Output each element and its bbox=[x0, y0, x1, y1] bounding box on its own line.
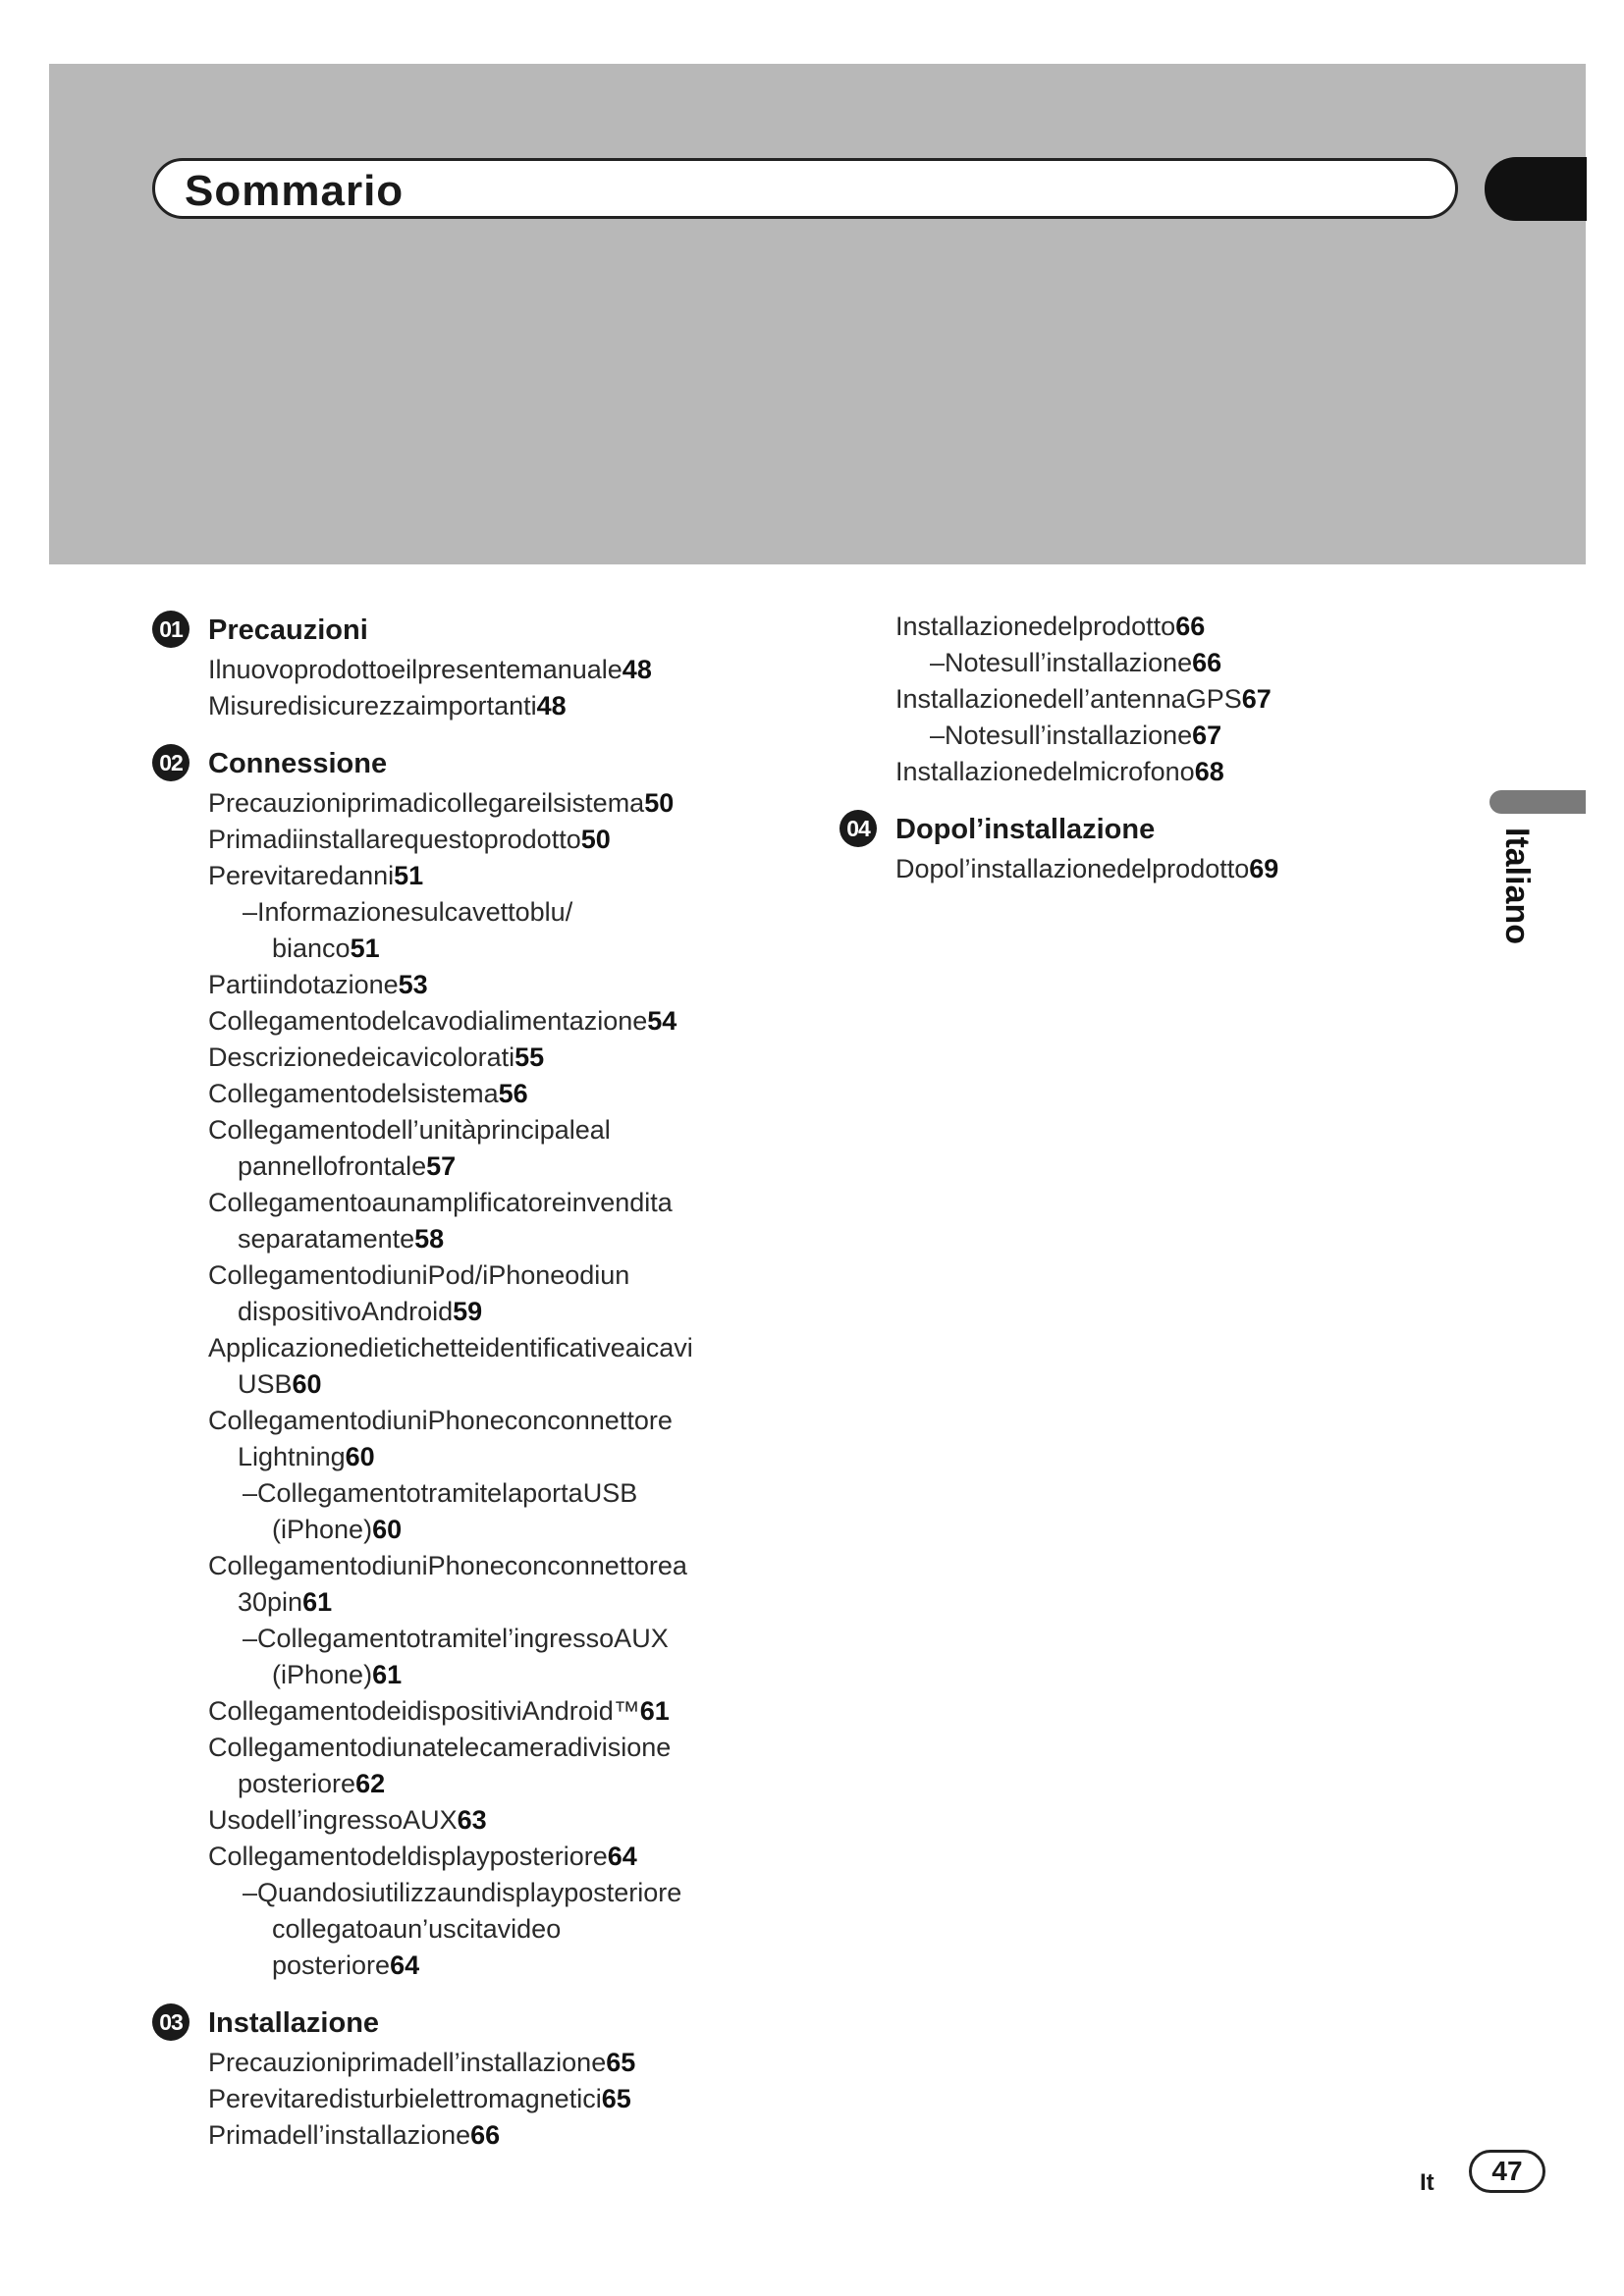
toc-entry[interactable] bbox=[152, 1185, 741, 1257]
entry-text: CollegamentodiuniPhoneconconnettorea bbox=[208, 1551, 687, 1580]
entry-text: –Quandosiutilizzaundisplayposteriore bbox=[243, 1878, 682, 1907]
toc-left-column bbox=[152, 609, 741, 2171]
footer-language-code: It bbox=[1420, 2169, 1435, 2196]
entry-text: Installazionedell’antennaGPS67 bbox=[895, 684, 1272, 714]
entry-text: Misuredisicurezzaimportanti48 bbox=[208, 691, 567, 721]
entry-page-number: 61 bbox=[302, 1587, 333, 1617]
entry-page-number: 55 bbox=[514, 1042, 545, 1072]
entry-page-number: 67 bbox=[1241, 684, 1272, 714]
toc-entry[interactable] bbox=[152, 1802, 741, 1839]
toc-entry[interactable] bbox=[839, 681, 1350, 718]
entry-text: CollegamentodiuniPod/iPhoneodiun bbox=[208, 1260, 630, 1290]
entry-text: (iPhone)60 bbox=[272, 1515, 403, 1544]
toc-section bbox=[152, 742, 741, 1984]
entry-page-number: 51 bbox=[350, 934, 380, 963]
toc-entry[interactable] bbox=[152, 822, 741, 858]
section-title: Precauzioni bbox=[208, 614, 368, 646]
entry-text: Lightning60 bbox=[238, 1442, 375, 1471]
toc-entry[interactable] bbox=[152, 1730, 741, 1802]
entry-text: dispositivoAndroid59 bbox=[238, 1297, 483, 1326]
entry-text: –Notesull’installazione67 bbox=[930, 721, 1222, 750]
toc-entry[interactable] bbox=[152, 858, 741, 894]
entry-text: Precauzioniprimadicollegareilsistema50 bbox=[208, 788, 675, 818]
entry-text: bianco51 bbox=[272, 934, 380, 963]
entry-page-number: 60 bbox=[372, 1515, 403, 1544]
toc-right-column bbox=[839, 609, 1350, 905]
entry-page-number: 66 bbox=[470, 2120, 501, 2150]
entry-text: collegatoaun’uscitavideo bbox=[272, 1914, 562, 1944]
entry-text: Collegamentodelcavodialimentazione54 bbox=[208, 1006, 677, 1036]
entry-text: Collegamentodelsistema56 bbox=[208, 1079, 528, 1108]
entry-text: –Informazionesulcavettoblu/ bbox=[243, 897, 573, 927]
entry-text: CollegamentodeidispositiviAndroid™61 bbox=[208, 1696, 670, 1726]
toc-entry[interactable] bbox=[152, 652, 741, 688]
entry-text: Applicazionedietichetteidentificativeaicavi bbox=[208, 1333, 693, 1362]
entry-text: posteriore62 bbox=[238, 1769, 386, 1798]
toc-entry[interactable] bbox=[152, 688, 741, 724]
toc-entry[interactable] bbox=[152, 2045, 741, 2081]
toc-entry[interactable] bbox=[152, 1257, 741, 1330]
section-number-badge: 02 bbox=[152, 744, 189, 781]
toc-entry[interactable] bbox=[839, 609, 1350, 645]
entry-page-number: 59 bbox=[453, 1297, 483, 1326]
entry-text: Primadiinstallarequestoprodotto50 bbox=[208, 825, 611, 854]
toc-subentry[interactable] bbox=[152, 894, 741, 967]
entry-page-number: 48 bbox=[536, 691, 567, 721]
entry-page-number: 69 bbox=[1249, 854, 1279, 883]
page-title-box bbox=[152, 158, 1458, 219]
entry-text: posteriore64 bbox=[272, 1950, 420, 1980]
entry-page-number: 58 bbox=[414, 1224, 445, 1254]
toc-entry[interactable] bbox=[839, 851, 1350, 887]
header-banner bbox=[49, 64, 1586, 564]
toc-entry[interactable] bbox=[152, 1040, 741, 1076]
entry-page-number: 48 bbox=[622, 655, 652, 684]
entry-text: Perevitaredisturbielettromagnetici65 bbox=[208, 2084, 631, 2113]
toc-entry[interactable] bbox=[152, 967, 741, 1003]
entry-text: Descrizionedeicavicolorati55 bbox=[208, 1042, 545, 1072]
entry-page-number: 53 bbox=[398, 970, 428, 999]
header-tab-marker bbox=[1485, 157, 1587, 221]
entry-text: Collegamentodell’unitàprincipaleal bbox=[208, 1115, 611, 1145]
entry-page-number: 68 bbox=[1194, 757, 1224, 786]
section-heading[interactable] bbox=[152, 742, 741, 785]
toc-section bbox=[152, 2002, 741, 2154]
toc-entry[interactable] bbox=[152, 2117, 741, 2154]
toc-entry[interactable] bbox=[152, 1330, 741, 1403]
toc-entry[interactable] bbox=[152, 1076, 741, 1112]
toc-entry[interactable] bbox=[152, 1693, 741, 1730]
toc-entry[interactable] bbox=[152, 1403, 741, 1475]
entry-text: CollegamentodiuniPhoneconconnettore bbox=[208, 1406, 673, 1435]
entry-text: Installazionedelprodotto66 bbox=[895, 612, 1206, 641]
section-number-badge: 01 bbox=[152, 611, 189, 648]
entry-text: Dopol’installazionedelprodotto69 bbox=[895, 854, 1279, 883]
entry-page-number: 61 bbox=[639, 1696, 670, 1726]
toc-section bbox=[839, 808, 1350, 887]
entry-page-number: 64 bbox=[390, 1950, 420, 1980]
section-heading[interactable] bbox=[152, 609, 741, 652]
entry-text: –Collegamentotramitel’ingressoAUX bbox=[243, 1624, 669, 1653]
entry-page-number: 64 bbox=[607, 1842, 637, 1871]
entry-page-number: 60 bbox=[345, 1442, 375, 1471]
entry-page-number: 56 bbox=[498, 1079, 528, 1108]
entry-page-number: 60 bbox=[292, 1369, 322, 1399]
entry-text: 30pin61 bbox=[238, 1587, 333, 1617]
section-heading[interactable] bbox=[839, 808, 1350, 851]
section-number-badge: 03 bbox=[152, 2003, 189, 2041]
entry-text: –CollegamentotramitelaportaUSB bbox=[243, 1478, 638, 1508]
section-title: Dopol’installazione bbox=[895, 814, 1156, 845]
toc-section bbox=[152, 609, 741, 724]
toc-entry[interactable] bbox=[839, 754, 1350, 790]
entry-text: Perevitaredanni51 bbox=[208, 861, 424, 890]
toc-section bbox=[839, 609, 1350, 790]
toc-subentry[interactable] bbox=[152, 1875, 741, 1984]
toc-subentry[interactable] bbox=[152, 1621, 741, 1693]
entry-page-number: 54 bbox=[647, 1006, 677, 1036]
toc-subentry[interactable] bbox=[839, 718, 1350, 754]
entry-text: separatamente58 bbox=[238, 1224, 445, 1254]
language-tab-marker bbox=[1489, 790, 1586, 814]
entry-text: Partiindotazione53 bbox=[208, 970, 428, 999]
entry-text: Primadell’installazione66 bbox=[208, 2120, 501, 2150]
entry-text: Ilnuovoprodottoeilpresentemanuale48 bbox=[208, 655, 652, 684]
toc-entry[interactable] bbox=[152, 1003, 741, 1040]
entry-page-number: 67 bbox=[1192, 721, 1222, 750]
toc-subentry[interactable] bbox=[152, 1475, 741, 1548]
page-title: Sommario bbox=[185, 167, 405, 215]
section-heading[interactable] bbox=[152, 2002, 741, 2045]
entry-text: Installazionedelmicrofono68 bbox=[895, 757, 1224, 786]
entry-page-number: 50 bbox=[644, 788, 675, 818]
entry-page-number: 51 bbox=[394, 861, 424, 890]
entry-text: pannellofrontale57 bbox=[238, 1151, 457, 1181]
toc-entry[interactable] bbox=[152, 2081, 741, 2117]
entry-page-number: 62 bbox=[355, 1769, 386, 1798]
toc-subentry[interactable] bbox=[839, 645, 1350, 681]
entry-text: Collegamentodiunatelecameradivisione bbox=[208, 1733, 672, 1762]
entry-text: (iPhone)61 bbox=[272, 1660, 403, 1689]
entry-text: Usodell’ingressoAUX63 bbox=[208, 1805, 487, 1835]
toc-entry[interactable] bbox=[152, 1548, 741, 1621]
entry-page-number: 57 bbox=[426, 1151, 457, 1181]
entry-text: USB60 bbox=[238, 1369, 322, 1399]
entry-text: Collegamentoaunamplificatoreinvendita bbox=[208, 1188, 673, 1217]
entry-text: –Notesull’installazione66 bbox=[930, 648, 1222, 677]
toc-entry[interactable] bbox=[152, 785, 741, 822]
footer-page-number: 47 bbox=[1469, 2150, 1545, 2193]
toc-entry[interactable] bbox=[152, 1839, 741, 1875]
entry-page-number: 63 bbox=[457, 1805, 487, 1835]
entry-text: Collegamentodeldisplayposteriore64 bbox=[208, 1842, 637, 1871]
entry-page-number: 65 bbox=[606, 2048, 636, 2077]
section-title: Installazione bbox=[208, 2007, 380, 2039]
entry-page-number: 50 bbox=[580, 825, 611, 854]
entry-page-number: 61 bbox=[372, 1660, 403, 1689]
toc-entry[interactable] bbox=[152, 1112, 741, 1185]
entry-page-number: 66 bbox=[1175, 612, 1206, 641]
section-title: Connessione bbox=[208, 748, 388, 779]
entry-text: Precauzioniprimadell’installazione65 bbox=[208, 2048, 636, 2077]
entry-page-number: 66 bbox=[1192, 648, 1222, 677]
section-number-badge: 04 bbox=[839, 810, 877, 847]
entry-page-number: 65 bbox=[601, 2084, 631, 2113]
language-tab-label: Italiano bbox=[1498, 828, 1536, 945]
